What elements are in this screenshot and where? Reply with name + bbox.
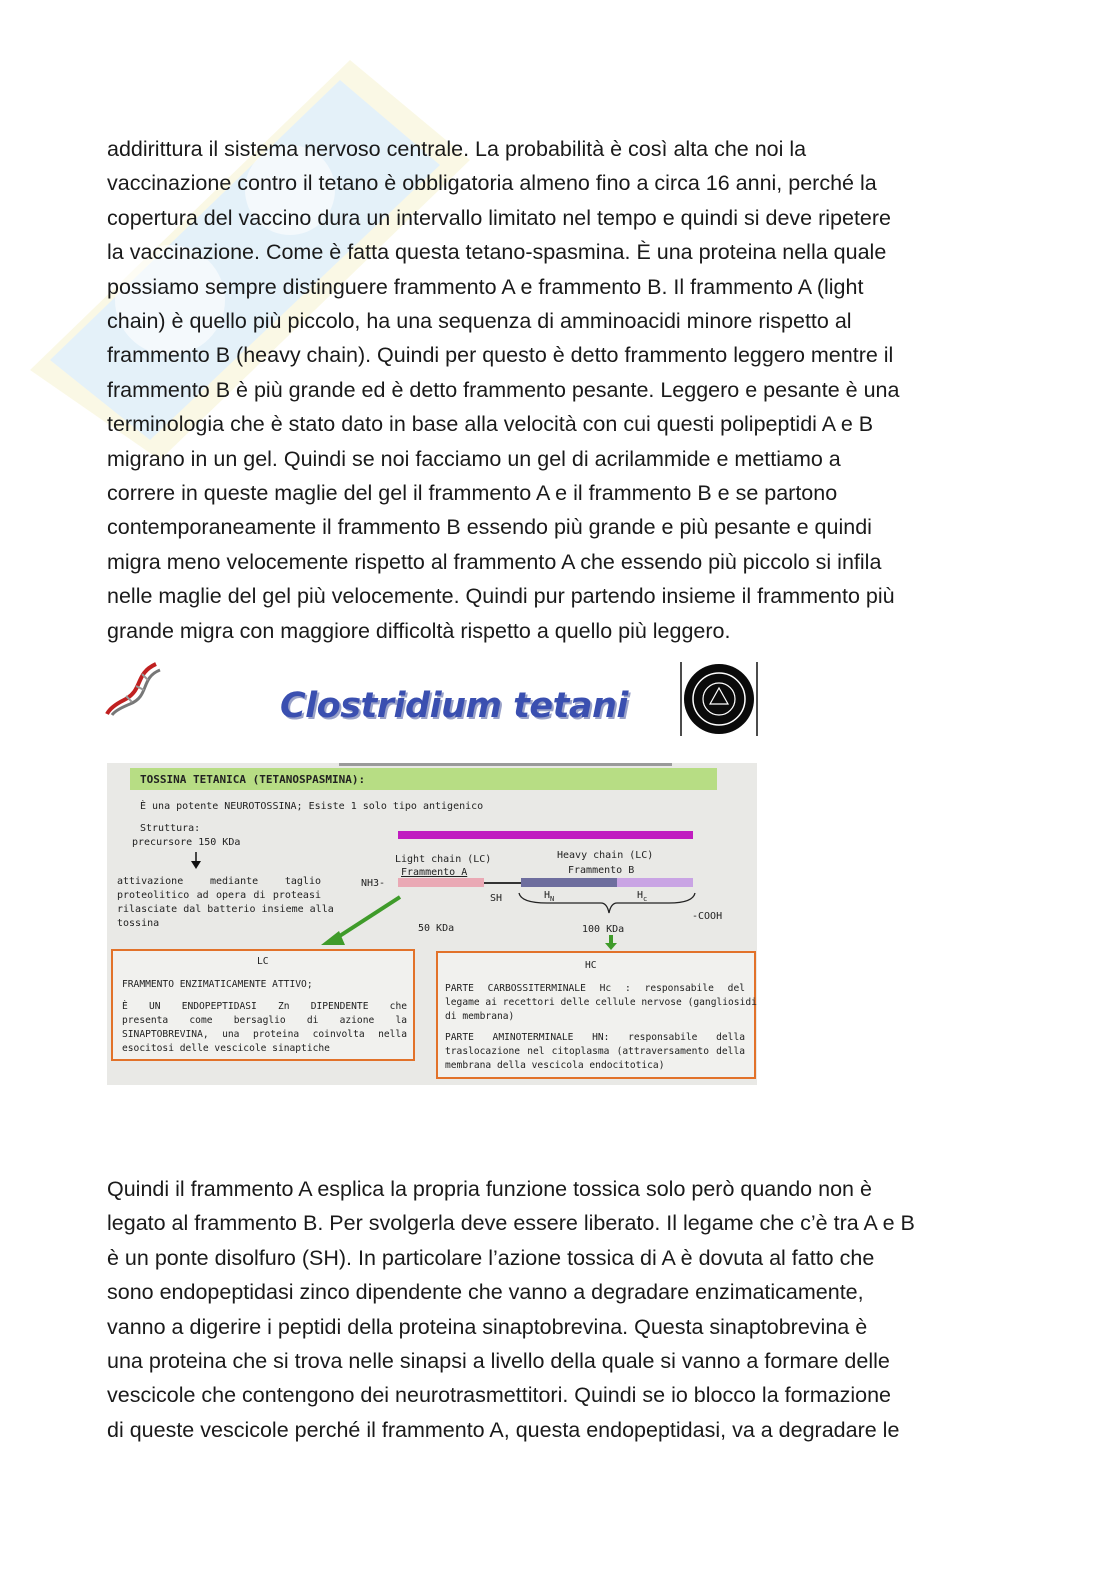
activation-line: proteolitico ad opera di proteasi: [117, 890, 321, 901]
text-line: vaccinazione contro il tetano è obbligatoria almeno fino a circa 16 anni, perché la: [107, 171, 877, 196]
text-line: sono endopeptidasi zinco dipendente che vanno a degradare enzimaticamente,: [107, 1280, 864, 1305]
sh-label: SH: [490, 893, 503, 904]
lc-box-body-line: SINAPTOBREVINA, una proteina coinvolta nella: [122, 1029, 407, 1040]
text-line: vescicole che contengono dei neurotrasmettitori. Quindi se io blocco la formazione: [107, 1383, 891, 1408]
text-line: grande migra con maggiore difficoltà rispetto a quello più leggero.: [107, 618, 731, 643]
hc-box-body-line: membrana della vescicola endocitotica): [445, 1060, 665, 1071]
diagram-intro: È una potente NEUROTOSSINA; Esiste 1 solo tipo antigenico: [140, 801, 484, 812]
text-line: è un ponte disolfuro (SH). In particolare l’azione tossica di A è dovuta al fatto che: [107, 1245, 875, 1270]
hc-box-body-line: PARTE AMINOTERMINALE HN: responsabile della: [445, 1032, 745, 1043]
structure-label: Struttura:: [140, 823, 201, 834]
text-line: vanno a digerire i peptidi della proteina sinaptobrevina. Questa sinaptobrevina è: [107, 1314, 868, 1339]
fragment-b-label: Frammento B: [568, 865, 635, 876]
lc-box-title: LC: [257, 956, 269, 967]
lc-box-line1: FRAMMENTO ENZIMATICAMENTE ATTIVO;: [122, 979, 313, 990]
text-line: migra meno velocemente rispetto al frammento A che essendo più piccolo si infila: [107, 549, 882, 574]
heavy-chain-label: Heavy chain (LC): [557, 850, 654, 861]
cooh-label: -COOH: [692, 911, 723, 922]
lc-box-body-line: presenta come bersaglio di azione la: [122, 1015, 407, 1026]
tetanospasmin-diagram: [107, 763, 757, 1085]
hn-label: $H_N$: [544, 890, 555, 903]
text-line: copertura del vaccino dura un intervallo limitato nel tempo e quindi si deve ripetere: [107, 205, 891, 230]
kda-50-label: 50 KDa: [418, 923, 455, 934]
hc-box-body-line: PARTE CARBOSSITERMINALE Hc : responsabile del: [445, 983, 745, 994]
nh3-label: NH3-: [361, 878, 386, 889]
text-line: addirittura il sistema nervoso centrale. La probabilità è così alta che noi la: [107, 137, 807, 161]
text-line: frammento B è più grande ed è detto frammento pesante. Leggero e pesante è una: [107, 377, 900, 402]
diagram-heading: TOSSINA TETANICA (TETANOSPASMINA):: [140, 773, 366, 786]
text-line: nelle maglie del gel più velocemente. Quindi pur partendo insieme il frammento più: [107, 584, 895, 609]
text-line: di queste vescicole perché il frammento A, questa endopeptidasi, va a degradare le: [107, 1417, 900, 1442]
hc-box-body-line: di membrana): [445, 1011, 515, 1022]
activation-line: tossina: [117, 918, 160, 929]
hc-box-body-line: legame ai recettori delle cellule nervose (gangliosidi: [445, 997, 757, 1008]
text-line: la vaccinazione. Come è fatta questa tetano-spasmina. È una proteina nella quale: [107, 240, 887, 265]
dna-helix-icon: [104, 660, 164, 716]
kda-100-label: 100 KDa: [582, 924, 625, 935]
hc-label: $H_c$: [637, 890, 648, 903]
light-chain-label: Light chain (LC): [395, 854, 492, 865]
activation-line: rilasciate dal batterio insieme alla: [117, 904, 334, 915]
precursor-label: precursore 150 KDa: [132, 837, 241, 848]
body-paragraph-2: [107, 1172, 1007, 1447]
text-line: possiamo sempre distinguere frammento A e frammento B. Il frammento A (light: [107, 274, 864, 299]
lc-box: [111, 949, 415, 1061]
text-line: Quindi il frammento A esplica la propria funzione tossica solo però quando non è: [107, 1177, 872, 1201]
text-line: frammento B (heavy chain). Quindi per questo è detto frammento leggero mentre il: [107, 343, 894, 368]
activation-line: attivazione mediante taglio: [117, 876, 321, 887]
lc-box-body-line: esocitosi delle vescicole sinaptiche: [122, 1043, 330, 1054]
text-line: una proteina che si trova nelle sinapsi a livello della quale si vanno a formare delle: [107, 1349, 890, 1374]
text-line: correre in queste maglie del gel il frammento A e il frammento B e se partono: [107, 481, 838, 506]
text-line: legato al frammento B. Per svolgerla deve essere liberato. Il legame che c’è tra A e B: [107, 1211, 915, 1236]
lc-box-body-line: È UN ENDOPEPTIDASI Zn DIPENDENTE che: [122, 1001, 407, 1012]
text-line: contemporaneamente il frammento B essendo più grande e più pesante e quindi: [107, 515, 872, 540]
university-seal-icon: [680, 662, 758, 736]
text-line: terminologia che è stato dato in base alla velocità con cui questi polipeptidi A e B: [107, 412, 874, 437]
fragment-a-label: Frammento A: [401, 867, 468, 878]
text-line: chain) è quello più piccolo, ha una sequenza di amminoacidi minore rispetto al: [107, 309, 852, 334]
hc-box: [436, 951, 756, 1079]
hc-box-body-line: traslocazione nel citoplasma (attraversamento della: [445, 1046, 745, 1057]
hc-box-title: HC: [585, 960, 597, 971]
text-line: migrano in un gel. Quindi se noi facciamo un gel di acrilammide e mettiamo a: [107, 446, 841, 471]
figure-title: Clostridium tetani: [280, 686, 628, 726]
body-paragraph-1: [107, 132, 1007, 648]
